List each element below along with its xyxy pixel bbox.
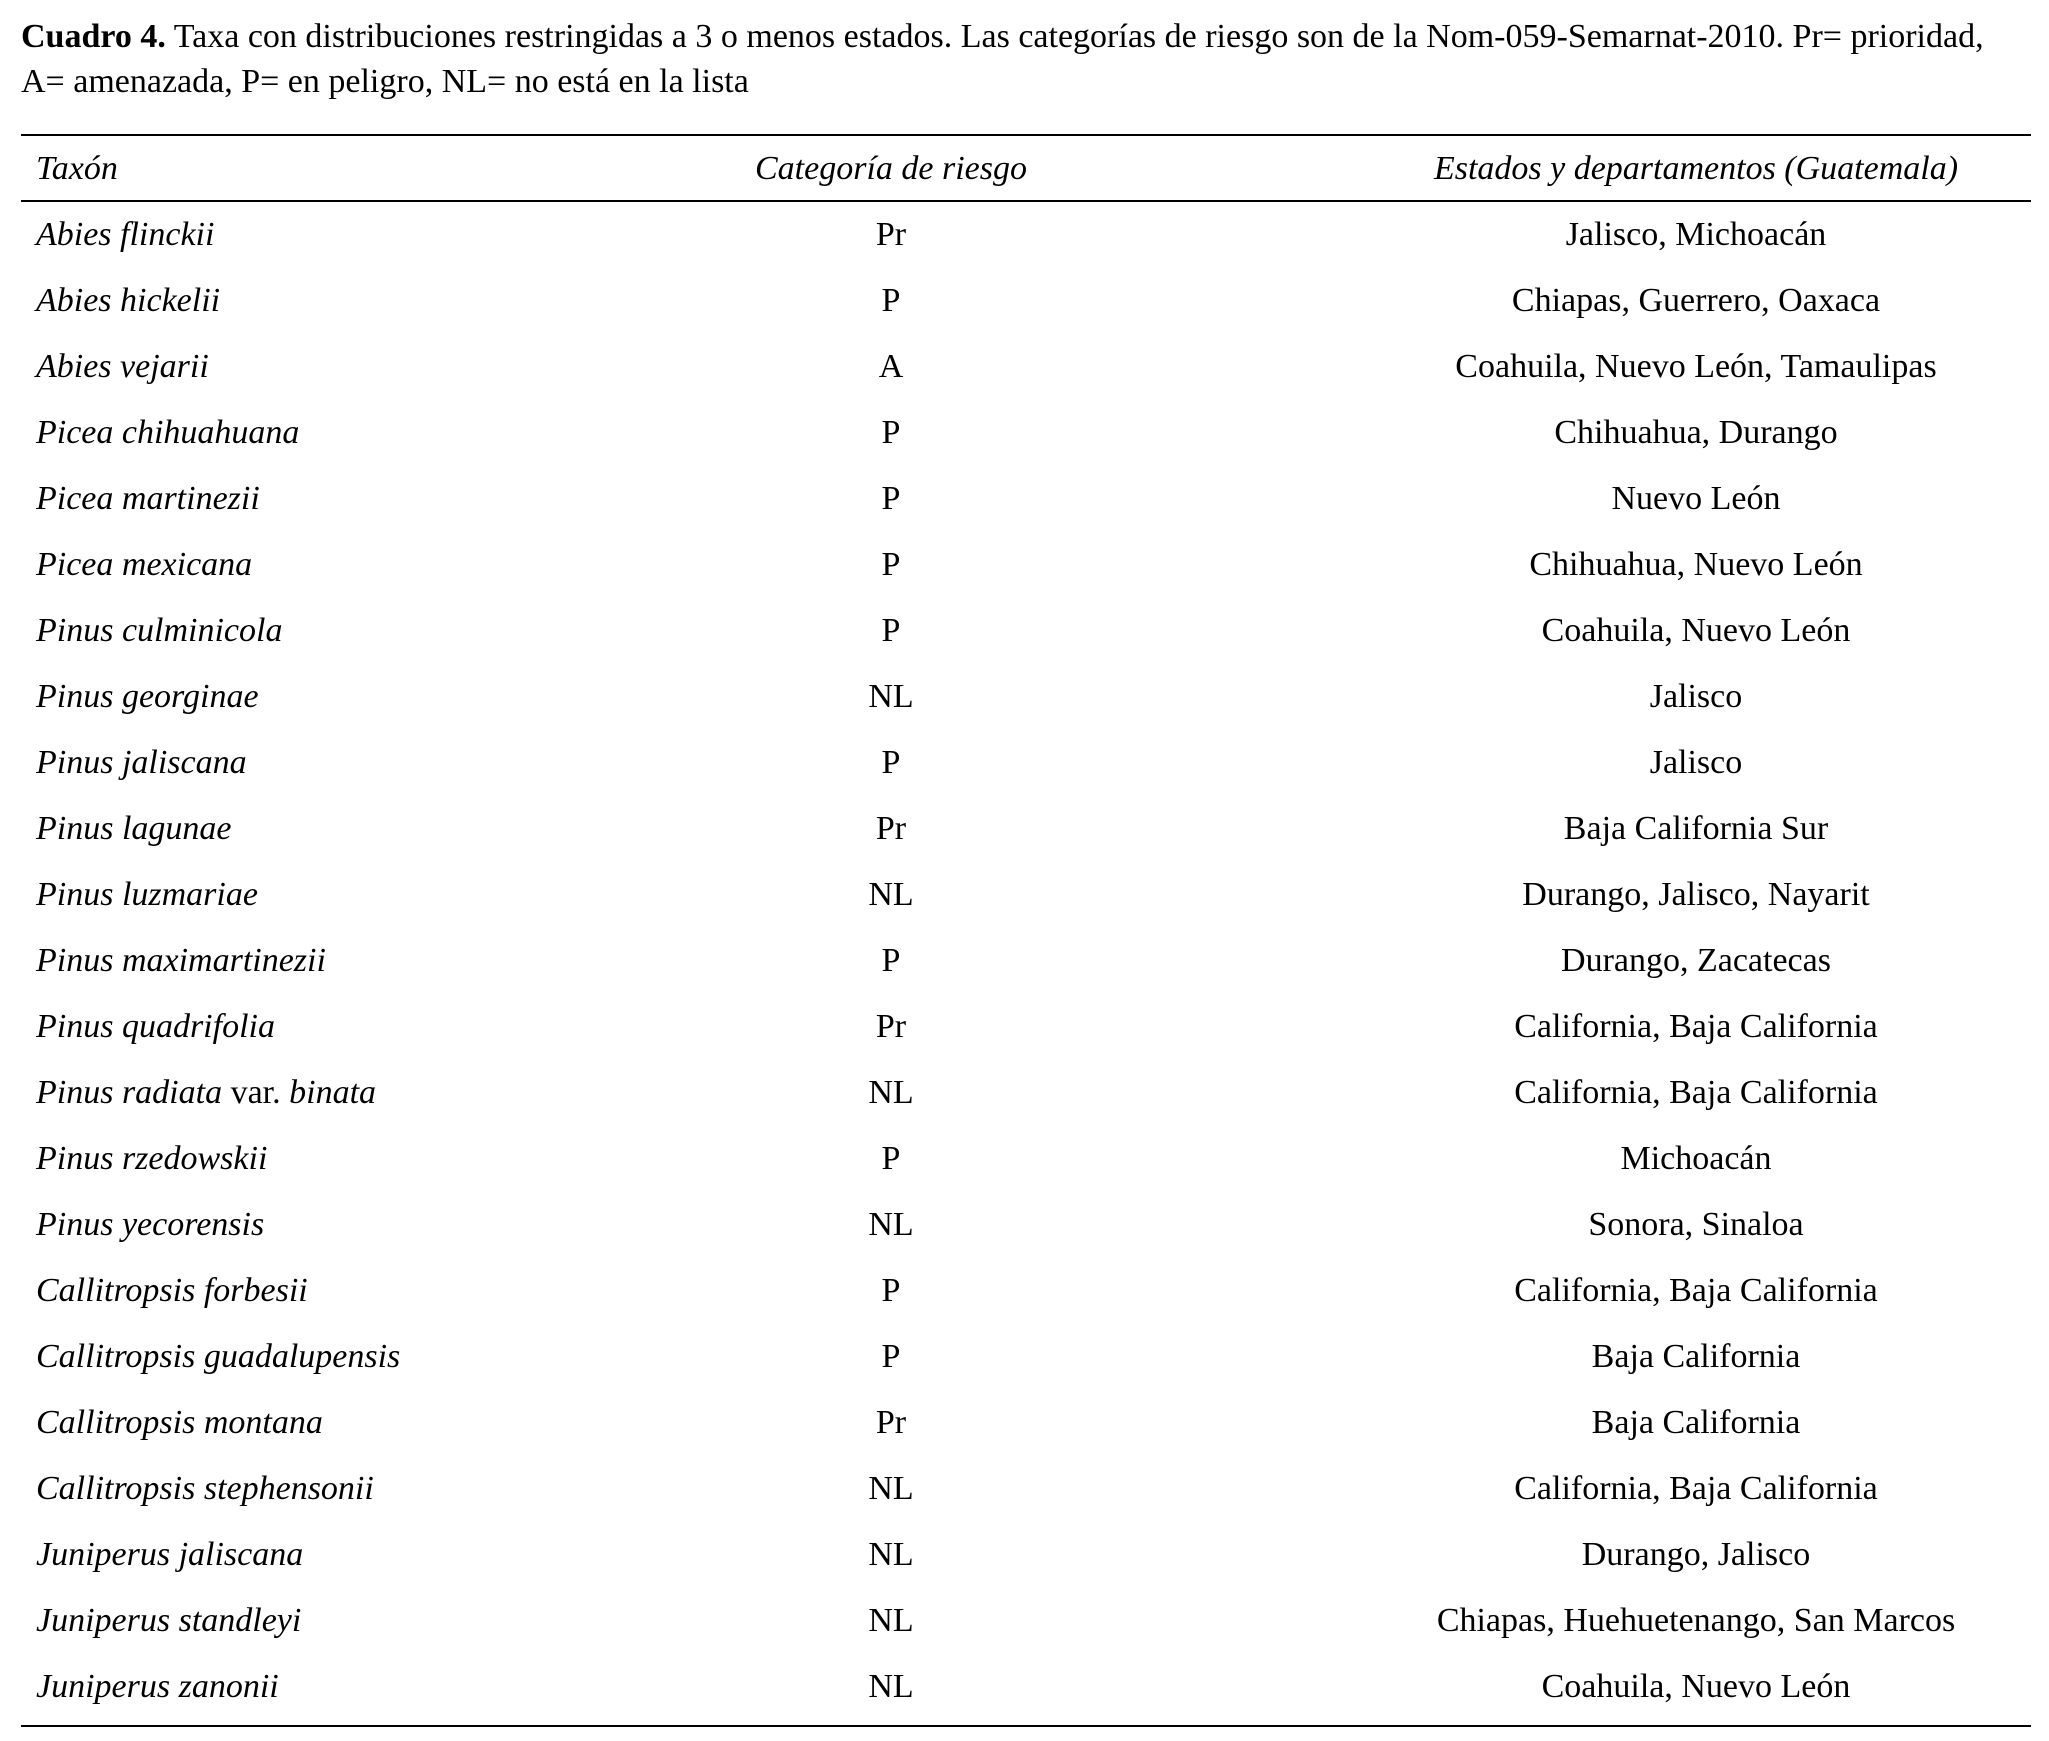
taxon-name: Abies hickelii: [36, 282, 221, 319]
category-cell: P: [881, 414, 901, 451]
taxon-cell: [36, 862, 258, 928]
taxon-var: var.: [222, 1074, 290, 1111]
taxon-cell: [36, 466, 260, 532]
taxon-name: Callitropsis forbesii: [36, 1272, 308, 1309]
table-row: [21, 268, 2031, 334]
category-cell: A: [878, 348, 904, 385]
category-cell: Pr: [875, 810, 907, 847]
taxon-subname: binata: [289, 1074, 377, 1111]
states-cell: Chihuahua, Durango: [1554, 414, 1838, 451]
taxon-name: Pinus radiata: [36, 1074, 223, 1111]
taxon-cell: [36, 994, 275, 1060]
taxon-name: Pinus rzedowskii: [36, 1140, 268, 1177]
states-cell: Coahuila, Nuevo León: [1541, 1668, 1851, 1705]
table-row: [21, 1522, 2031, 1588]
category-cell: P: [881, 1140, 901, 1177]
taxon-name: Pinus luzmariae: [36, 876, 258, 913]
table-row: [21, 862, 2031, 928]
table-header: [21, 136, 2031, 202]
category-cell: Pr: [875, 216, 907, 253]
taxon-name: Picea martinezii: [36, 480, 260, 517]
category-cell: P: [881, 480, 901, 517]
taxon-cell: [36, 664, 259, 730]
states-cell: Baja California: [1591, 1338, 1801, 1375]
category-cell: NL: [868, 678, 914, 715]
states-cell: California, Baja California: [1514, 1008, 1878, 1045]
taxon-name: Abies flinckii: [36, 216, 215, 253]
taxon-cell: [36, 1324, 400, 1390]
taxon-name: Picea mexicana: [36, 546, 253, 583]
taxon-cell: [36, 1588, 301, 1654]
category-cell: Pr: [875, 1008, 907, 1045]
taxon-cell: [36, 1654, 279, 1720]
states-cell: Chiapas, Huehuetenango, San Marcos: [1436, 1602, 1956, 1639]
states-cell: Chiapas, Guerrero, Oaxaca: [1511, 282, 1881, 319]
states-cell: Jalisco: [1649, 744, 1743, 781]
taxon-name: Pinus maximartinezii: [36, 942, 326, 979]
table-row: [21, 1456, 2031, 1522]
taxon-name: Abies vejarii: [36, 348, 209, 385]
taxon-name: Juniperus jaliscana: [36, 1536, 304, 1573]
table-row: [21, 532, 2031, 598]
table-row: [21, 1390, 2031, 1456]
table-row: [21, 730, 2031, 796]
taxon-cell: [36, 400, 299, 466]
taxon-name: Pinus lagunae: [36, 810, 232, 847]
table-row: [21, 598, 2031, 664]
table-body: [0, 202, 2049, 1720]
taxon-cell: [36, 1522, 303, 1588]
taxon-cell: [36, 1456, 374, 1522]
states-cell: California, Baja California: [1514, 1074, 1878, 1111]
category-cell: NL: [868, 876, 914, 913]
states-cell: Baja California Sur: [1563, 810, 1829, 847]
table-row: [21, 1126, 2031, 1192]
states-cell: Durango, Jalisco, Nayarit: [1522, 876, 1870, 913]
table-row: [21, 466, 2031, 532]
states-cell: Nuevo León: [1611, 480, 1781, 517]
table-row: [21, 1258, 2031, 1324]
states-cell: Coahuila, Nuevo León: [1541, 612, 1851, 649]
taxon-cell: [36, 598, 282, 664]
category-cell: NL: [868, 1074, 914, 1111]
taxon-name: Callitropsis guadalupensis: [36, 1338, 401, 1375]
category-cell: P: [881, 282, 901, 319]
taxon-cell: [36, 1192, 264, 1258]
category-cell: NL: [868, 1536, 914, 1573]
category-cell: P: [881, 744, 901, 781]
table-row: [21, 796, 2031, 862]
table-row: [21, 1588, 2031, 1654]
category-cell: P: [881, 1338, 901, 1375]
states-cell: California, Baja California: [1514, 1470, 1878, 1507]
taxon-name: Picea chihuahuana: [36, 414, 300, 451]
states-cell: Jalisco: [1649, 678, 1743, 715]
taxon-cell: [36, 1060, 376, 1126]
table-row: [21, 1324, 2031, 1390]
category-cell: Pr: [875, 1404, 907, 1441]
header-category: Categoría de riesgo: [755, 150, 1027, 187]
table-row: [21, 400, 2031, 466]
taxon-name: Juniperus standleyi: [36, 1602, 302, 1639]
states-cell: California, Baja California: [1514, 1272, 1878, 1309]
states-cell: Durango, Zacatecas: [1561, 942, 1831, 979]
taxon-cell: [36, 202, 214, 268]
header-states: Estados y departamentos (Guatemala): [1433, 150, 1959, 187]
taxon-name: Pinus georginae: [36, 678, 259, 715]
taxon-name: Pinus quadrifolia: [36, 1008, 275, 1045]
taxon-name: Callitropsis montana: [36, 1404, 323, 1441]
taxon-cell: [36, 796, 231, 862]
taxon-cell: [36, 1126, 267, 1192]
taxon-name: Callitropsis stephensonii: [36, 1470, 374, 1507]
table-row: [21, 334, 2031, 400]
taxon-cell: [36, 730, 247, 796]
table-row: [21, 928, 2031, 994]
table-caption: [21, 14, 2031, 104]
category-cell: P: [881, 1272, 901, 1309]
taxon-cell: [36, 1258, 308, 1324]
taxon-cell: [36, 928, 326, 994]
table-row: [21, 202, 2031, 268]
taxon-cell: [36, 268, 220, 334]
category-cell: NL: [868, 1470, 914, 1507]
category-cell: NL: [868, 1206, 914, 1243]
table-row: [21, 1060, 2031, 1126]
states-cell: Chihuahua, Nuevo León: [1529, 546, 1863, 583]
taxon-name: Pinus yecorensis: [36, 1206, 265, 1243]
table-row: [21, 1654, 2031, 1720]
states-cell: Coahuila, Nuevo León, Tamaulipas: [1455, 348, 1937, 385]
category-cell: P: [881, 942, 901, 979]
table-bottom-rule: [21, 1725, 2031, 1727]
states-cell: Michoacán: [1620, 1140, 1772, 1177]
states-cell: Jalisco, Michoacán: [1565, 216, 1827, 253]
taxon-cell: [36, 532, 252, 598]
category-cell: P: [881, 612, 901, 649]
taxon-cell: [36, 1390, 323, 1456]
taxon-name: Pinus culminicola: [36, 612, 283, 649]
header-taxon: Taxón: [36, 150, 118, 187]
caption-label: Cuadro 4.: [21, 18, 166, 55]
states-cell: Sonora, Sinaloa: [1588, 1206, 1804, 1243]
table-row: [21, 1192, 2031, 1258]
taxon-name: Juniperus zanonii: [36, 1668, 279, 1705]
taxon-name: Pinus jaliscana: [36, 744, 247, 781]
states-cell: Durango, Jalisco: [1581, 1536, 1811, 1573]
table-row: [21, 994, 2031, 1060]
category-cell: NL: [868, 1668, 914, 1705]
table-row: [21, 664, 2031, 730]
category-cell: P: [881, 546, 901, 583]
caption-text: Taxa con distribuciones restringidas a 3 o menos estados. Las categorías de riesgo son de la Nom-059-Semarnat-2010. Pr= prioridad, A= amenazada, P= en peligro, NL= no está en la lista: [21, 18, 1984, 100]
states-cell: Baja California: [1591, 1404, 1801, 1441]
category-cell: NL: [868, 1602, 914, 1639]
taxon-cell: [36, 334, 209, 400]
